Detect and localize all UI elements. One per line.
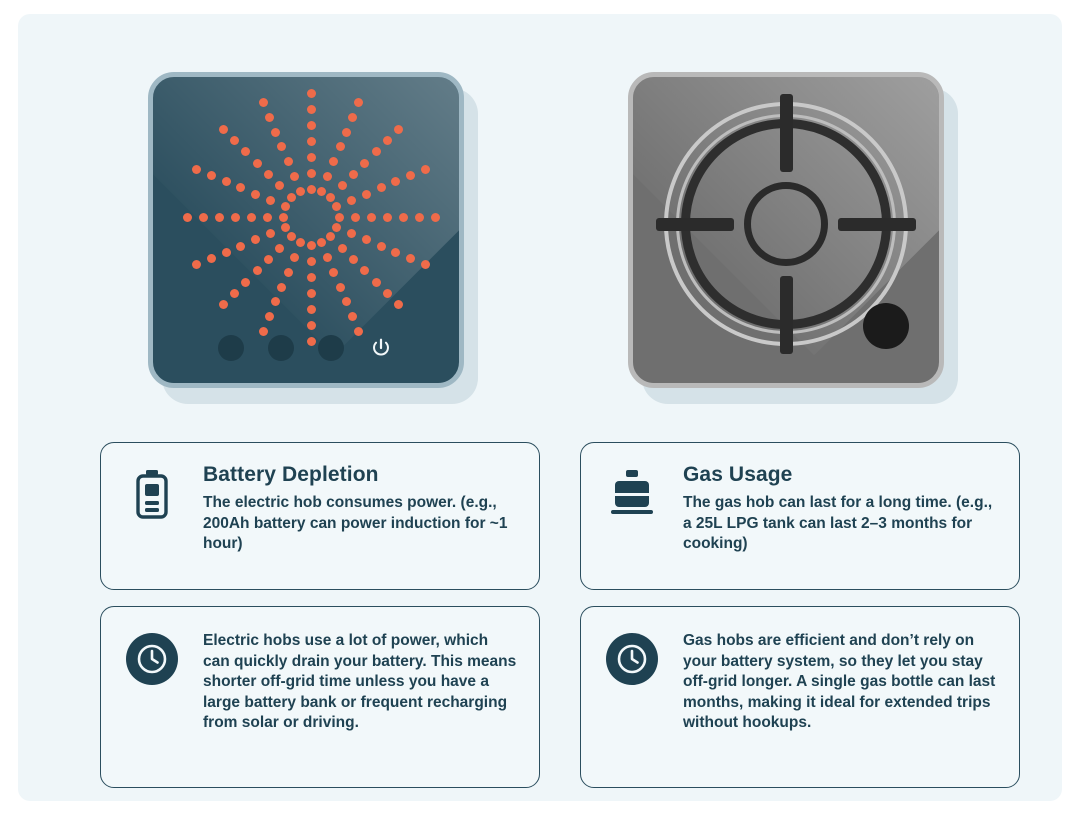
- burner-grate-right: [838, 218, 916, 231]
- burner-center-ring: [744, 182, 828, 266]
- card-text: Gas hobs are efficient and don’t rely on your battery system, so they let you stay off-grid longer. A single gas bottle can last months, making it ideal for extended trips without hookups.: [683, 632, 996, 732]
- gas-burner-icon: [668, 106, 904, 342]
- gas-bottle-icon: [603, 463, 661, 519]
- burner-grate-bottom: [780, 276, 793, 354]
- electric-hob-controls: [153, 335, 459, 361]
- card-text: The gas hob can last for a long time. (e.g., a 25L LPG tank can last 2–3 months for cooking): [683, 494, 993, 553]
- clock-icon-wrap: [603, 627, 661, 685]
- burner-grate-left: [656, 218, 734, 231]
- electric-hob-image: [148, 72, 478, 402]
- infographic-panel: [18, 14, 1062, 801]
- card-body: [203, 463, 517, 555]
- card-body: [203, 627, 517, 734]
- card-gas-usage: [580, 442, 1020, 590]
- card-gas-detail: [580, 606, 1020, 788]
- card-electric-detail: [100, 606, 540, 788]
- gas-hob-body: [628, 72, 944, 388]
- card-battery-depletion: [100, 442, 540, 590]
- hob-knob-1[interactable]: [218, 335, 244, 361]
- card-text: Electric hobs use a lot of power, which can quickly drain your battery. This means shorter off-grid time unless you have a large battery bank or frequent recharging from solar or driving.: [203, 632, 517, 732]
- hob-knob-2[interactable]: [268, 335, 294, 361]
- gas-control-knob[interactable]: [863, 303, 909, 349]
- battery-icon: [123, 463, 181, 519]
- hob-knob-3[interactable]: [318, 335, 344, 361]
- gas-hob-image: [628, 72, 958, 402]
- card-body: [683, 463, 997, 555]
- power-icon[interactable]: [368, 335, 394, 361]
- card-body: [683, 627, 997, 734]
- electric-hob-body: [148, 72, 464, 388]
- clock-icon: [606, 633, 658, 685]
- burner-grate-top: [780, 94, 793, 172]
- card-title: Battery Depletion: [203, 463, 379, 486]
- clock-icon-wrap: [123, 627, 181, 685]
- card-title: Gas Usage: [683, 463, 793, 486]
- card-text: The electric hob consumes power. (e.g., 200Ah battery can power induction for ~1 hour): [203, 494, 508, 553]
- clock-icon: [126, 633, 178, 685]
